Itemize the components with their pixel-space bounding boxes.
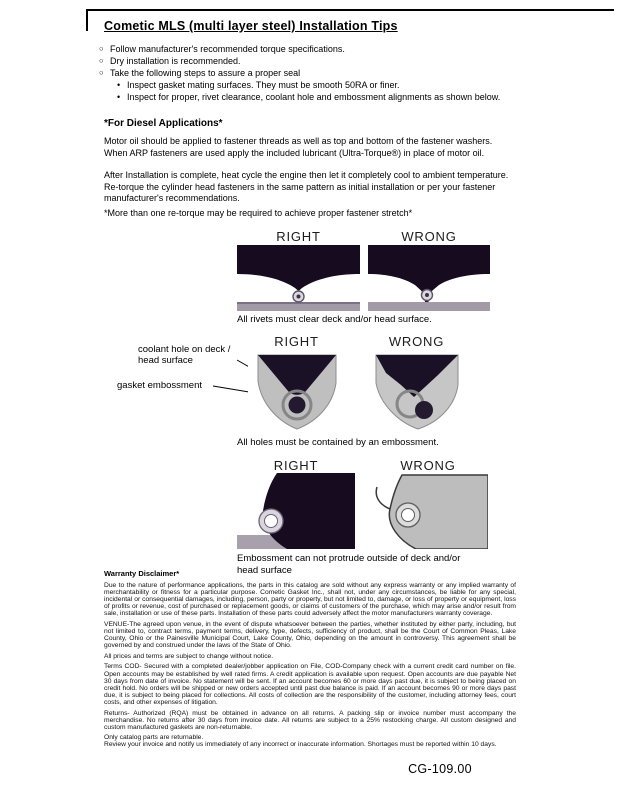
tip-item (99, 67, 529, 79)
retorque-note: *More than one re-torque may be required to achieve proper fastener stretch* (104, 208, 413, 218)
rivet-wrong-diagram (368, 245, 490, 311)
tip-text: Inspect for proper, rivet clearance, coolant hole and embossment alignments as shown below. (127, 92, 501, 102)
page-border-top (86, 9, 614, 11)
circle-bullet-marker: ○ (99, 56, 104, 65)
wrong-column-label: WRONG (400, 458, 456, 473)
warranty-disclaimer-heading: Warranty Disclaimer* (104, 569, 180, 578)
tip-text: Inspect gasket mating surfaces. They must be smooth 50RA or finer. (127, 80, 400, 90)
wrong-column-label: WRONG (401, 229, 457, 244)
diesel-paragraph-1: Motor oil should be applied to fastener threads as well as top and bottom of the fastener washers. When ARP fasteners are used apply the included lubricant (Ultra-Torque®) in place of motor oil. (104, 136, 493, 158)
diesel-paragraph-2: After Installation is complete, heat cycle the engine then let it completely cool to ambient temperature. Re-torque the cylinder head fasteners in the same pattern as initial installation or per your fastener manufacturer's recommendations. (104, 170, 509, 203)
right-column-label: RIGHT (276, 229, 321, 244)
warranty-disclaimer (104, 569, 516, 752)
coolant-hole-callout: coolant hole on deck / head surface (138, 344, 231, 366)
embossment-wrong-diagram (368, 473, 488, 549)
tip-subitem (117, 91, 529, 103)
embossment-caption: Embossment can not protrude outside of deck and/or head surface (237, 553, 461, 576)
rivet-caption: All rivets must clear deck and/or head surface. (237, 314, 432, 325)
tip-text: Take the following steps to assure a proper seal (110, 68, 301, 78)
page-border-left-tick (86, 9, 88, 31)
dot-bullet-marker: • (117, 92, 121, 102)
coolant-hole-wrong-diagram (368, 349, 465, 435)
circle-bullet-marker: ○ (99, 44, 104, 53)
disclaimer-paragraph: Due to the nature of performance applications, the parts in this catalog are sold without any express warranty or any implied warranty of merchantability or fitness for a particular purpose. Cometic Gasket Inc., shall not, under any circumstances, be liable for any special, incidental or consequential damages, including, person, party or property, but not limited to, damage, or loss of property or equipment, loss of profits or revenue, cost of purchased or replacement goods, or claims of customers of the purchase, which may arise and/or result from sale, installation or use of these parts. Installation of these parts could adversely affect the motor manufacturers warranty coverage. (104, 582, 516, 618)
circle-bullet-marker: ○ (99, 68, 104, 77)
right-column-label: RIGHT (274, 334, 319, 349)
disclaimer-paragraph: Returns- Authorized (RQA) must be obtained in advance on all returns. A packing slip or invoice number must accompany the merchandise. No returns after 30 days from invoice date. All returns are subject to a 25% restocking charge. All custom designed and custom manufactured gaskets are non-returnable. (104, 709, 516, 731)
disclaimer-paragraph: All prices and terms are subject to change without notice. (104, 652, 274, 660)
tip-item (99, 55, 529, 67)
tip-text: Follow manufacturer's recommended torque specifications. (110, 44, 345, 54)
disclaimer-paragraph: Terms COD- Secured with a completed dealer/jobber application on File, COD-Company check with a current credit card number on file. Open accounts may be established by well rated firms. A credit application is available upon request. Open accounts are due payable Net 30 days from date of invoice. No statement will be sent. If an account becomes 60 or more days past due, it is subject to being placed on credit hold. No orders will be shipped or new orders accepted until past due balance is paid. If an account becomes 90 or more days past due, it is subject to being placed for collections. All costs of collection are the responsibility of the customer, including attorney fees, court costs, and other expenses of litigation. (104, 663, 516, 706)
coolant-hole-right-diagram (248, 349, 345, 435)
embossment-callout: gasket embossment (117, 380, 203, 391)
coolant-hole-caption: All holes must be contained by an embossment. (237, 437, 439, 448)
dot-bullet-marker: • (117, 80, 121, 90)
right-column-label: RIGHT (273, 458, 319, 473)
page-code: CG-109.00 (408, 762, 472, 776)
tip-item (99, 43, 529, 55)
tip-text: Dry installation is recommended. (110, 56, 241, 66)
tips-list (99, 43, 529, 103)
tip-subitem (117, 79, 529, 91)
disclaimer-paragraph: Only catalog parts are returnable. (104, 734, 204, 742)
rivet-right-diagram (237, 245, 360, 311)
disclaimer-paragraph: Review your invoice and notify us immediately of any incorrect or inaccurate information. Shortages must be reported within 10 days. (104, 741, 497, 749)
wrong-column-label: WRONG (388, 334, 445, 349)
page-title: Cometic MLS (multi layer steel) Installation Tips (104, 19, 398, 33)
diesel-heading: *For Diesel Applications* (104, 118, 223, 129)
embossment-right-diagram (237, 473, 355, 549)
disclaimer-paragraph: VENUE-The agreed upon venue, in the event of dispute whatsoever between the parties, whether instituted by either party, including, but not limited to, contract terms, payment terms, delivery, type, defects, sufficiency of product, shall be the Court of Common Pleas, Lake County, Ohio or the Painesville Municipal Court, Lake County, Ohio, depending on the amount in controversy. This agreement shall be governed by and construed under the laws of the State of Ohio. (104, 620, 516, 650)
